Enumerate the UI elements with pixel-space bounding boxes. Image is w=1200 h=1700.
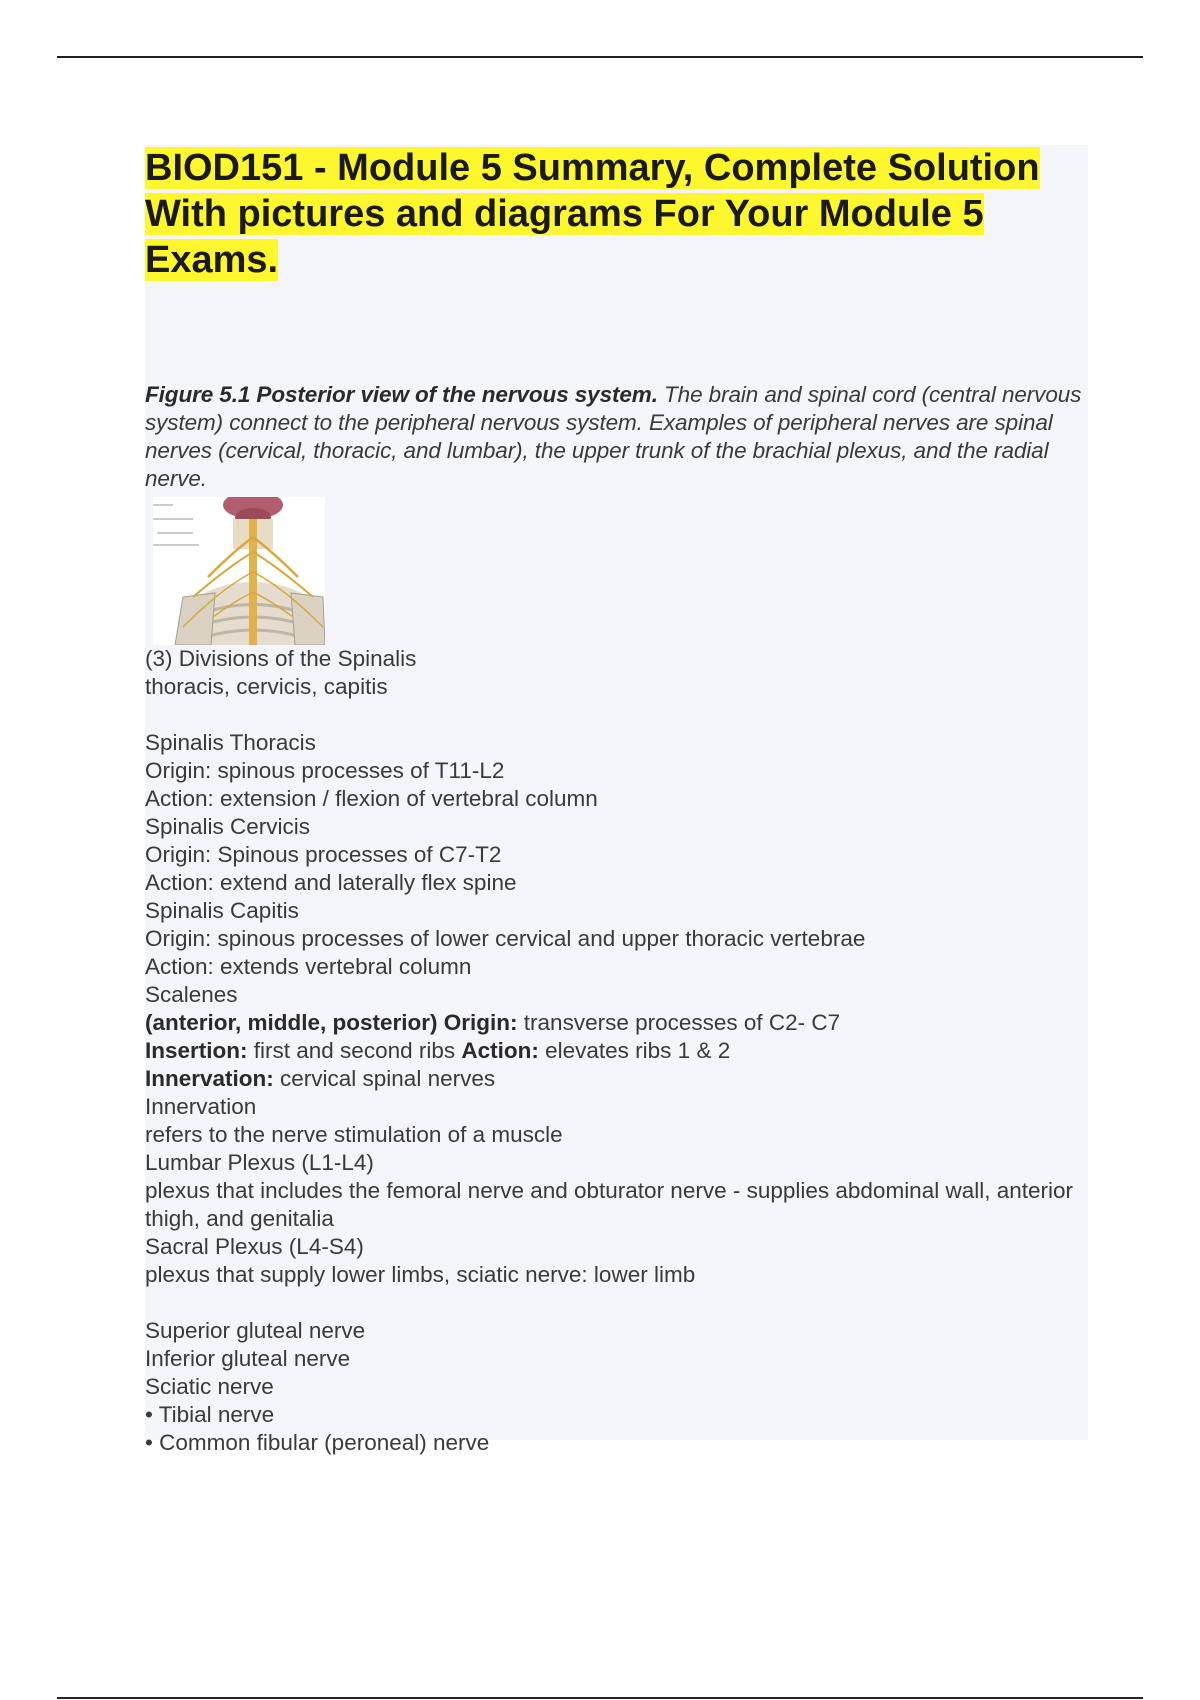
bold-term: Innervation: [145, 1066, 274, 1091]
note-line: Origin: spinous processes of lower cervical and upper thoracic vertebrae [145, 926, 866, 951]
note-text: transverse processes of C2- C7 [517, 1010, 841, 1035]
note-line: Origin: spinous processes of T11-L2 [145, 758, 505, 783]
note-line: (3) Divisions of the Spinalis [145, 646, 417, 671]
note-line: Superior gluteal nerve [145, 1318, 366, 1343]
footer-rule [57, 1697, 1143, 1699]
figure-caption [145, 381, 1088, 493]
note-line: Spinalis Capitis [145, 898, 299, 923]
header-rule [57, 56, 1143, 58]
document-body [145, 145, 1088, 1455]
note-line: plexus that includes the femoral nerve and obturator nerve - supplies abdominal wall, anterior thigh, and genitalia [145, 1178, 1074, 1231]
bold-term: Insertion: [145, 1038, 248, 1063]
nervous-system-image [153, 497, 325, 645]
note-line: refers to the nerve stimulation of a muscle [145, 1122, 563, 1147]
note-line: plexus that supply lower limbs, sciatic nerve: lower limb [145, 1262, 696, 1287]
bold-term: (anterior, middle, posterior) Origin: [145, 1010, 518, 1035]
note-line: Action: extension / flexion of vertebral column [145, 786, 598, 811]
note-line: Lumbar Plexus (L1-L4) [145, 1150, 374, 1175]
figure-caption-text: The brain and spinal cord (central nervous system) connect to the peripheral nervous system. Examples of peripheral nerves are spinal nerves (cervical, thoracic, and lumbar), the upper trunk of the brachial plexus, and the radial nerve. [145, 382, 1082, 491]
notes-list [145, 645, 1088, 1457]
note-line: Sacral Plexus (L4-S4) [145, 1234, 364, 1259]
title-highlight: BIOD151 - Module 5 Summary, Complete Solution With pictures and diagrams For Your Module 5 Exams. [145, 147, 1040, 281]
note-line: Action: extends vertebral column [145, 954, 472, 979]
note-line: Sciatic nerve [145, 1374, 274, 1399]
note-line: Action: extend and laterally flex spine [145, 870, 517, 895]
bold-term: Action: [461, 1038, 539, 1063]
note-text: first and second ribs [247, 1038, 462, 1063]
spacer [145, 1289, 1088, 1317]
nervous-system-illustration [153, 497, 325, 645]
note-line [145, 1009, 1088, 1037]
document-title [145, 145, 1088, 283]
note-line [145, 1037, 1088, 1065]
note-line: thoracis, cervicis, capitis [145, 674, 388, 699]
note-line: Spinalis Thoracis [145, 730, 316, 755]
note-line: Origin: Spinous processes of C7-T2 [145, 842, 502, 867]
note-line: Spinalis Cervicis [145, 814, 311, 839]
note-line: • Tibial nerve [145, 1402, 275, 1427]
note-text: cervical spinal nerves [273, 1066, 496, 1091]
note-line: • Common fibular (peroneal) nerve [145, 1430, 490, 1455]
note-line: Scalenes [145, 982, 238, 1007]
note-line: Innervation [145, 1094, 257, 1119]
note-text: elevates ribs 1 & 2 [538, 1038, 731, 1063]
figure-label: Figure 5.1 Posterior view of the nervous system. [145, 382, 658, 407]
spacer [145, 701, 1088, 729]
note-line [145, 1065, 1088, 1093]
note-line: Inferior gluteal nerve [145, 1346, 351, 1371]
